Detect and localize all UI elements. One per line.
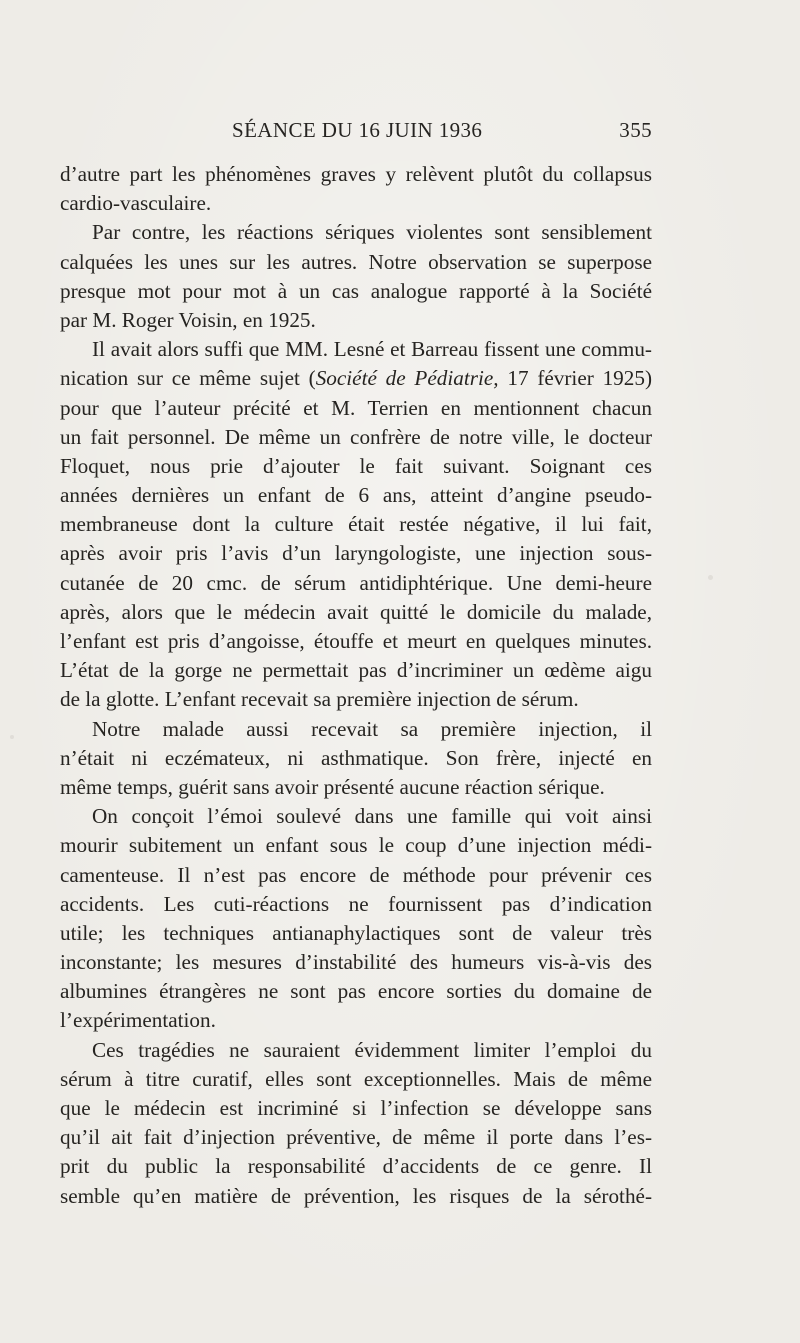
text-line: semble qu’en matière de prévention, les risques de la sérothé- [60, 1183, 652, 1208]
body-text [60, 160, 652, 1211]
text-line: d’autre part les phénomènes graves y relèvent plutôt du collapsus [60, 162, 652, 186]
text-line: pour que l’auteur précité et M. Terrien en mentionnent chacun [60, 395, 652, 420]
page-number: 355 [619, 118, 652, 142]
text-line: que le médecin est incriminé si l’infection se développe sans [60, 1096, 652, 1120]
journal-title: Société de Pédiatrie, [315, 366, 499, 391]
text-line: Floquet, nous prie d’ajouter le fait suivant. Soignant ces [60, 453, 652, 478]
text-line: cardio-vasculaire. [60, 191, 212, 216]
text-line: prit du public la responsabilité d’accidents de ce genre. Il [60, 1154, 652, 1179]
running-head-title: SÉANCE DU 16 JUIN 1936 [232, 118, 483, 142]
text-line: de la glotte. L’enfant recevait sa première injection de sérum. [60, 687, 579, 712]
text-line: L’état de la gorge ne permettait pas d’incriminer un œdème aigu [60, 658, 652, 683]
text-line: albumines étrangères ne sont pas encore sorties du domaine de [60, 979, 652, 1004]
text-segment: 17 février 1925) [498, 366, 652, 391]
text-line: accidents. Les cuti-réactions ne fournissent pas d’indication [60, 891, 652, 916]
text-line: On conçoit l’émoi soulevé dans une famille qui voit ainsi [92, 804, 652, 829]
text-line: membraneuse dont la culture était restée négative, il lui fait, [60, 512, 652, 537]
text-line: Il avait alors suffi que MM. Lesné et Barreau fissent une commu- [92, 337, 652, 362]
text-line: inconstante; les mesures d’instabilité des humeurs vis-à-vis des [60, 950, 652, 975]
text-line: Notre malade aussi recevait sa première injection, il [92, 716, 652, 741]
text-line: après, alors que le médecin avait quitté le domicile du malade, [60, 599, 652, 624]
text-line: sérum à titre curatif, elles sont exceptionnelles. Mais de même [60, 1066, 652, 1091]
text-line: n’était ni eczémateux, ni asthmatique. Son frère, injecté en [60, 745, 652, 770]
text-line: camenteuse. Il n’est pas encore de méthode pour prévenir ces [60, 862, 652, 887]
text-line: mourir subitement un enfant sous le coup d’une injection médi- [60, 833, 652, 858]
running-head [232, 118, 652, 148]
text-line: presque mot pour mot à un cas analogue rapporté à la Société [60, 278, 652, 303]
text-line: l’expérimentation. [60, 1008, 216, 1033]
text-segment: nication sur ce même sujet ( [60, 366, 316, 391]
text-line: utile; les techniques antianaphylactiques sont de valeur très [60, 920, 652, 945]
text-line [60, 364, 652, 393]
text-line: Ces tragédies ne sauraient évidemment limiter l’emploi du [92, 1037, 652, 1062]
paper-smudge [10, 735, 14, 739]
text-line: après avoir pris l’avis d’un laryngologiste, une injection sous- [60, 541, 652, 566]
text-line: qu’il ait fait d’injection préventive, de même il porte dans l’es- [60, 1125, 652, 1150]
text-line: l’enfant est pris d’angoisse, étouffe et meurt en quelques minutes. [60, 629, 652, 653]
text-line: un fait personnel. De même un confrère de notre ville, le docteur [60, 424, 652, 449]
text-line: par M. Roger Voisin, en 1925. [60, 307, 316, 332]
text-line: années dernières un enfant de 6 ans, atteint d’angine pseudo- [60, 483, 652, 508]
text-line: même temps, guérit sans avoir présenté aucune réaction sérique. [60, 774, 605, 799]
text-line: calquées les unes sur les autres. Notre observation se superpose [60, 249, 652, 274]
text-line: cutanée de 20 cmc. de sérum antidiphtérique. Une demi-heure [60, 570, 652, 595]
text-line: Par contre, les réactions sériques violentes sont sensiblement [92, 220, 652, 245]
paper-smudge [708, 575, 713, 580]
